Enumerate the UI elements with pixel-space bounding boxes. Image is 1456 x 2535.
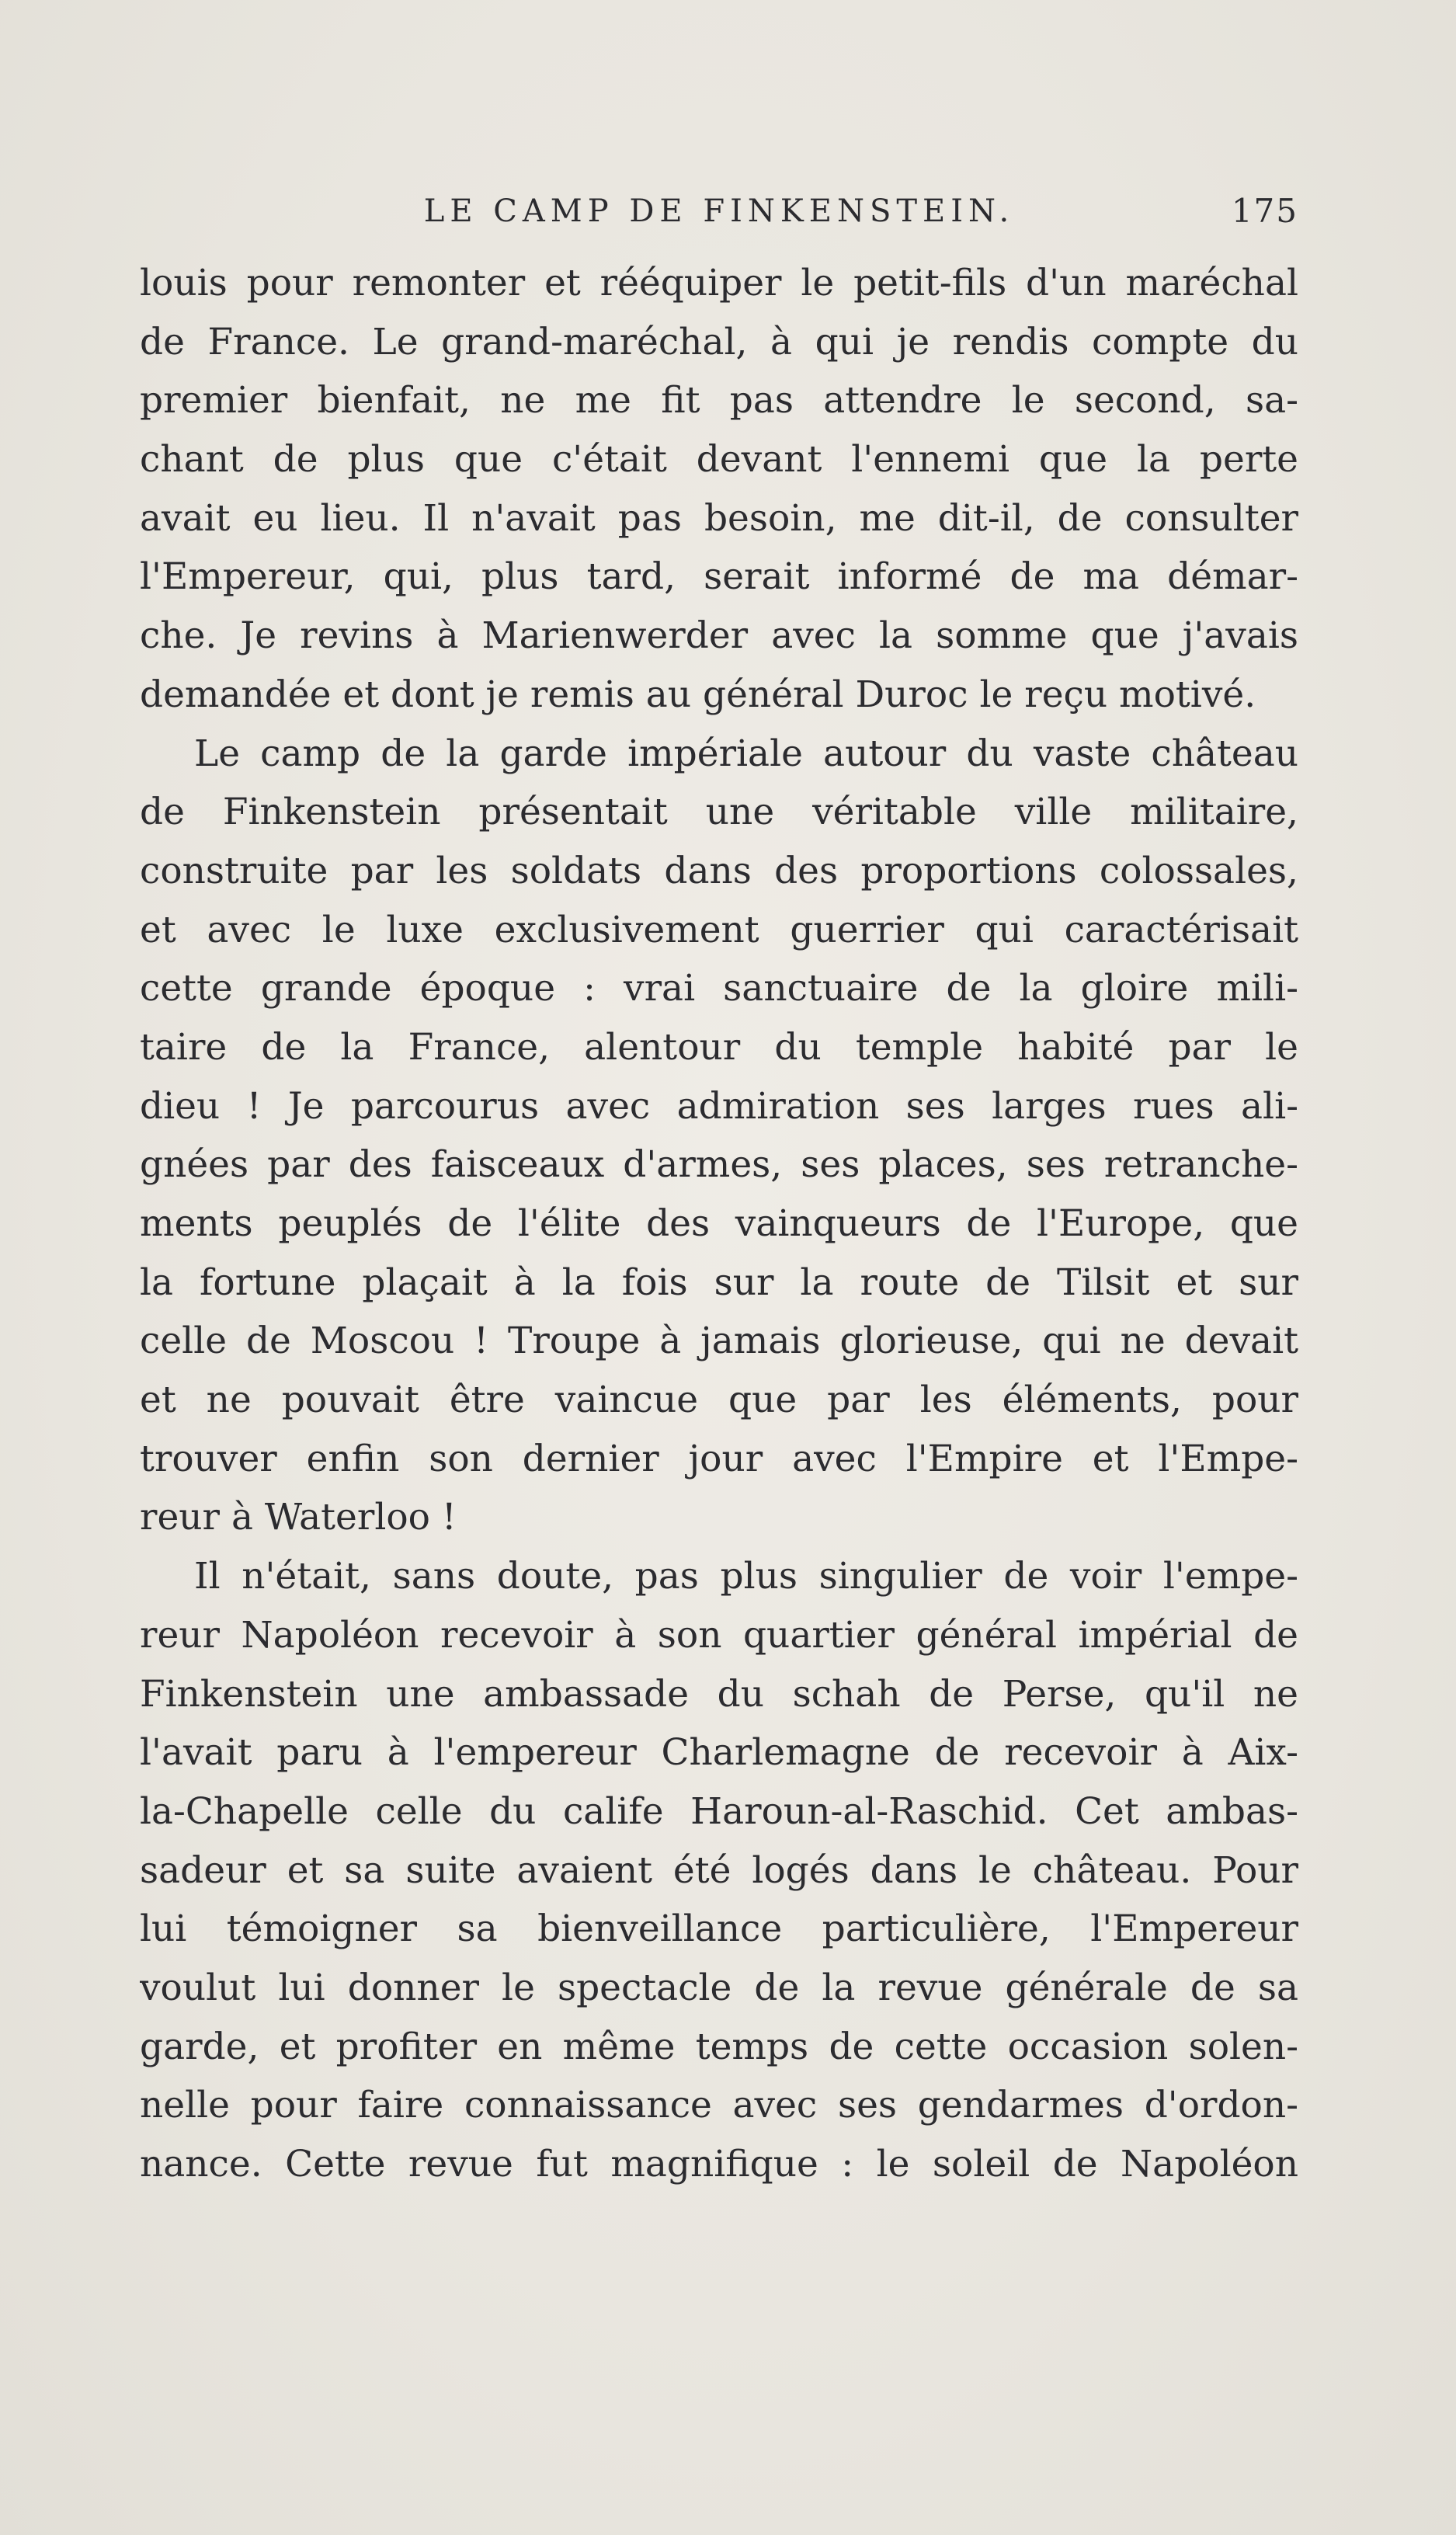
text-line: avait eu lieu. Il n'avait pas besoin, me dit-il, de consulter [140, 496, 1298, 540]
text-line: cette grande époque : vrai sanctuaire de la gloire mili- [140, 967, 1298, 1010]
text-line: dieu ! Je parcourus avec admiration ses larges rues ali- [140, 1084, 1298, 1128]
text-line: nance. Cette revue fut magnifique : le soleil de Napoléon [140, 2143, 1298, 2186]
text-line: Le camp de la garde impériale autour du vaste château [194, 732, 1298, 775]
text-line: garde, et profiter en même temps de cette occasion solen- [140, 2025, 1298, 2068]
running-title: LE CAMP DE FINKENSTEIN. [423, 193, 1015, 229]
running-head [140, 188, 1298, 235]
text-line: louis pour remonter et rééquiper le petit-fils d'un maréchal [140, 262, 1298, 304]
text-line: reur Napoléon recevoir à son quartier général impérial de [140, 1613, 1298, 1657]
text-line: construite par les soldats dans des proportions colossales, [140, 849, 1298, 892]
text-line: et ne pouvait être vaincue que par les éléments, pour [140, 1379, 1298, 1422]
text-line: ments peuplés de l'élite des vainqueurs de l'Europe, que [140, 1202, 1298, 1245]
text-line: chant de plus que c'était devant l'ennemi que la perte [140, 438, 1298, 482]
text-line: trouver enfin son dernier jour avec l'Empire et l'Empe- [140, 1437, 1298, 1480]
text-line: taire de la France, alentour du temple habité par le [140, 1025, 1298, 1069]
text-line: reur à Waterloo ! [140, 1496, 457, 1539]
text-line: gnées par des faisceaux d'armes, ses places, ses retranche- [140, 1143, 1298, 1187]
page-number: 175 [1231, 192, 1298, 230]
text-line: l'avait paru à l'empereur Charlemagne de recevoir à Aix- [140, 1731, 1298, 1775]
text-line: Finkenstein une ambassade du schah de Perse, qu'il ne [140, 1672, 1298, 1716]
text-line: voulut lui donner le spectacle de la revue générale de sa [140, 1966, 1298, 2009]
text-line: che. Je revins à Marienwerder avec la somme que j'avais [140, 614, 1298, 658]
text-line: et avec le luxe exclusivement guerrier qui caractérisait [140, 908, 1298, 951]
text-line: celle de Moscou ! Troupe à jamais glorieuse, qui ne devait [140, 1320, 1298, 1363]
text-line: premier bienfait, ne me fit pas attendre le second, sa- [140, 379, 1298, 422]
text-line: nelle pour faire connaissance avec ses gendarmes d'ordon- [140, 2084, 1298, 2127]
text-line: de Finkenstein présentait une véritable ville militaire, [140, 791, 1298, 834]
text-line: la fortune plaçait à la fois sur la route de Tilsit et sur [140, 1261, 1298, 1304]
text-line: de France. Le grand-maréchal, à qui je rendis compte du [140, 320, 1298, 363]
text-line: la-Chapelle celle du calife Haroun-al-Raschid. Cet ambas- [140, 1789, 1298, 1833]
text-line: Il n'était, sans doute, pas plus singulier de voir l'empe- [194, 1555, 1298, 1598]
text-line: sadeur et sa suite avaient été logés dans le château. Pour [140, 1848, 1298, 1892]
body-text [140, 254, 1298, 2211]
text-line: lui témoigner sa bienveillance particulière, l'Empereur [140, 1907, 1298, 1951]
text-line: l'Empereur, qui, plus tard, serait informé de ma démar- [140, 555, 1298, 599]
text-line: demandée et dont je remis au général Duroc le reçu motivé. [140, 673, 1256, 716]
